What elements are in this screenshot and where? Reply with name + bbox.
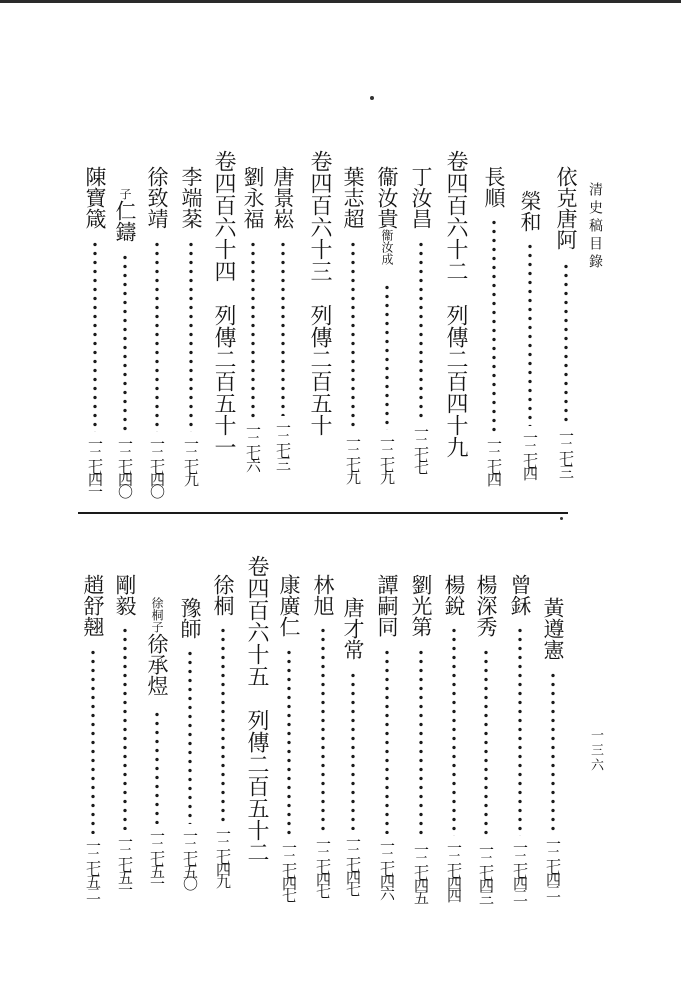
ink-speck — [560, 517, 563, 520]
toc-entry — [112, 574, 138, 910]
entry-page-number: 一二七五一 — [116, 834, 134, 894]
entry-name: 康廣仁 — [277, 574, 301, 637]
toc-entry — [408, 574, 434, 910]
entry-page-number: 一二七九 — [182, 436, 200, 484]
dot-leader — [321, 626, 325, 832]
toc-entry — [144, 597, 170, 910]
entry-name: 黃遵憲 — [541, 597, 565, 660]
toc-entry — [441, 574, 467, 910]
dot-leader — [492, 218, 496, 432]
entry-relation-prefix: 子 — [118, 188, 132, 200]
dot-leader — [351, 240, 355, 430]
dot-leader — [419, 240, 423, 420]
entry-name: 林旭 — [311, 574, 335, 616]
dot-leader — [123, 253, 127, 432]
running-head: 清史稿目錄 — [587, 182, 603, 272]
ink-speck — [370, 96, 374, 100]
entry-name: 曾鉌 — [508, 574, 532, 616]
entry-page-number: 一二七四三 — [477, 842, 495, 902]
toc-entry — [517, 190, 543, 498]
toc-entry — [540, 597, 566, 910]
dot-leader — [93, 240, 97, 432]
entry-page-number: 一二七四五 — [412, 842, 430, 902]
dot-leader — [251, 240, 255, 418]
toc-entry — [374, 166, 400, 498]
toc-entry — [210, 574, 236, 910]
entry-relation-prefix: 徐桐子 — [150, 597, 164, 633]
toc-entry — [276, 574, 302, 910]
dot-leader — [188, 649, 192, 824]
toc-chapter-heading — [306, 150, 332, 498]
toc-entry — [240, 166, 266, 498]
page-number: 一三六 — [588, 728, 603, 773]
entry-name: 丁汝昌 — [409, 166, 433, 229]
entry-page-number: 一二七四一 — [86, 436, 104, 496]
entry-page-number: 一二七九 — [344, 434, 362, 482]
dot-leader — [91, 648, 95, 834]
toc-entry — [481, 166, 507, 498]
toc-entry — [178, 166, 204, 498]
dot-leader — [452, 626, 456, 836]
entry-name: 譚嗣同 — [375, 574, 399, 637]
entry-page-number: 一二七四 — [485, 436, 503, 484]
entry-page-number: 一二七五一 — [148, 828, 166, 888]
dot-leader — [385, 648, 389, 834]
dot-leader — [287, 648, 291, 836]
toc-entry — [408, 166, 434, 498]
entry-page-number: 一二七四二 — [511, 840, 529, 900]
toc-chapter-heading — [442, 150, 468, 498]
entry-name: 唐才常 — [341, 597, 365, 660]
dot-leader — [385, 283, 389, 430]
toc-entry — [473, 574, 499, 910]
toc-entry — [340, 597, 366, 910]
toc-entry — [340, 166, 366, 498]
toc-entry — [507, 574, 533, 910]
toc-entry — [270, 166, 296, 498]
toc-entry — [112, 188, 138, 498]
entry-page-number: 一二七四 — [521, 430, 539, 478]
entry-page-number: 一二七七 — [412, 424, 430, 472]
entry-name: 榮和 — [518, 190, 542, 232]
entry-name: 趙舒翹 — [81, 574, 105, 637]
entry-page-number: 一二七五二 — [84, 838, 102, 898]
entry-name: 楊銳 — [442, 574, 466, 616]
entry-name: 豫師 — [178, 597, 202, 639]
entry-annotation: 衞汝成 — [380, 229, 394, 265]
toc-entry — [82, 166, 108, 498]
dot-leader — [419, 648, 423, 838]
entry-page-number: 一二七四二 — [544, 836, 562, 896]
entry-name: 長順 — [482, 166, 506, 208]
entry-name: 劉光第 — [409, 574, 433, 637]
entry-page-number: 一二七四四 — [445, 840, 463, 900]
entry-name: 徐桐 — [211, 574, 235, 616]
chapter-heading-text: 卷四百六十四 列傳二百五十一 — [211, 150, 236, 458]
entry-name: 依克唐阿 — [554, 166, 578, 250]
entry-page-number: 一二七四六 — [378, 838, 396, 898]
dot-leader — [518, 626, 522, 836]
entry-name: 李端棻 — [179, 166, 203, 229]
entry-name: 徐承煜 — [145, 633, 169, 696]
entry-name: 衞汝貴 — [375, 166, 399, 229]
entry-page-number: 一二七三 — [557, 428, 575, 476]
entry-name: 剛毅 — [113, 574, 137, 616]
toc-entry — [80, 574, 106, 910]
chapter-heading-text: 卷四百六十二 列傳二百四十九 — [443, 150, 468, 458]
chapter-heading-text: 卷四百六十五 列傳二百五十二 — [244, 555, 269, 863]
dot-leader — [155, 710, 159, 824]
entry-page-number: 一二七四九 — [214, 826, 232, 886]
entry-name: 楊深秀 — [474, 574, 498, 637]
entry-name: 唐景崧 — [271, 166, 295, 229]
entry-page-number: 一二七四七 — [280, 840, 298, 900]
dot-leader — [155, 240, 159, 432]
entry-page-number: 一二七四七 — [314, 836, 332, 896]
entry-page-number: 一二七四〇 — [116, 436, 134, 496]
entry-name: 徐致靖 — [145, 166, 169, 229]
toc-entry — [553, 166, 579, 498]
scan-top-edge — [0, 0, 681, 3]
toc-chapter-heading — [210, 150, 236, 498]
dot-leader — [564, 262, 568, 424]
dot-leader — [123, 626, 127, 830]
section-divider — [78, 512, 568, 514]
entry-page-number: 一二七九 — [378, 434, 396, 482]
entry-name: 劉永福 — [241, 166, 265, 229]
dot-leader — [221, 626, 225, 822]
toc-entry — [177, 597, 203, 910]
dot-leader — [484, 648, 488, 838]
entry-page-number: 一二七六 — [244, 422, 262, 470]
entry-page-number: 一二七四七 — [344, 834, 362, 894]
entry-page-number: 一二七三 — [274, 420, 292, 468]
entry-name: 仁鑄 — [113, 200, 137, 242]
entry-page-number: 一二七四〇 — [148, 436, 166, 496]
toc-entry — [310, 574, 336, 910]
entry-name: 陳寶箴 — [83, 166, 107, 229]
dot-leader — [281, 240, 285, 416]
entry-name: 葉志超 — [341, 166, 365, 229]
toc-entry — [144, 166, 170, 498]
entry-page-number: 一二七五〇 — [181, 828, 199, 888]
dot-leader — [351, 671, 355, 830]
toc-chapter-heading — [243, 555, 269, 910]
dot-leader — [528, 242, 532, 426]
toc-entry — [374, 574, 400, 910]
dot-leader — [551, 671, 555, 832]
chapter-heading-text: 卷四百六十三 列傳二百五十 — [307, 150, 332, 436]
dot-leader — [189, 240, 193, 432]
